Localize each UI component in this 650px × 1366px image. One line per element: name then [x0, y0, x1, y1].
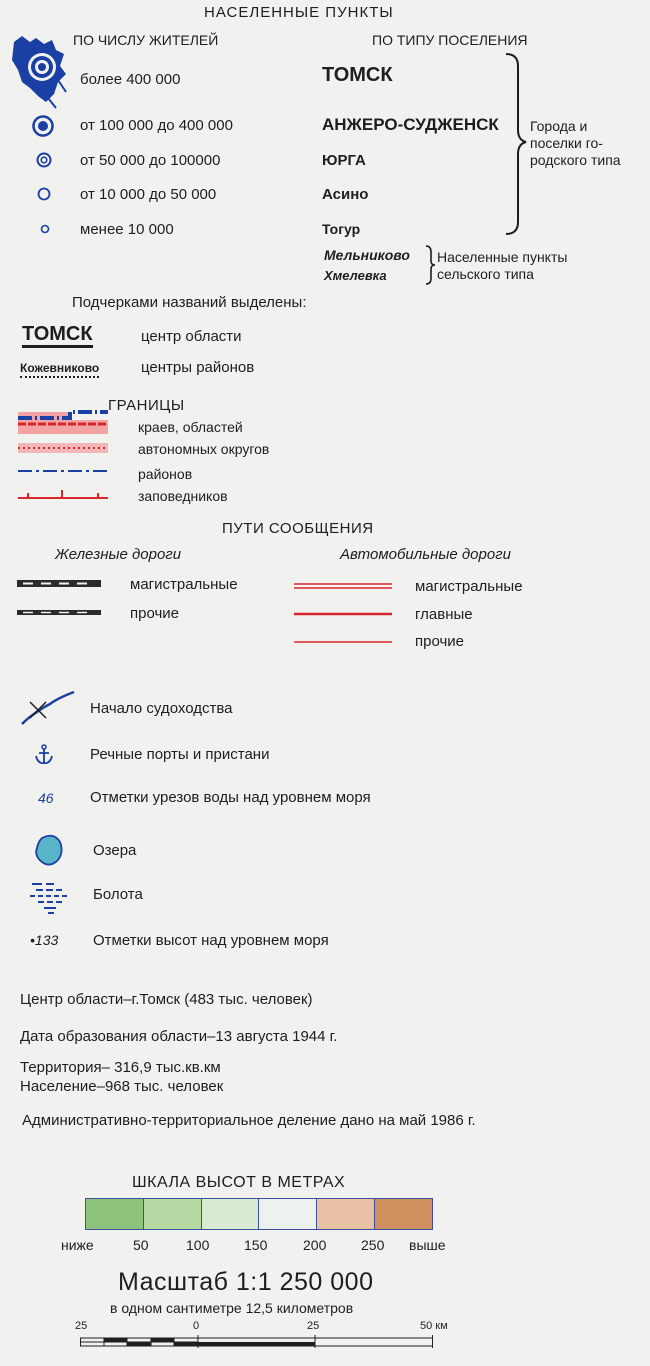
border-label-4: заповедников: [138, 488, 228, 504]
underline-example-raion: Кожевниково: [20, 361, 99, 378]
elevation-cell-4: [258, 1199, 316, 1229]
rail-label-1: магистральные: [130, 576, 238, 593]
population-label-2: от 100 000 до 400 000: [80, 117, 233, 134]
info-founded: Дата образования области–13 августа 1944 г.: [20, 1028, 338, 1045]
urban-brace: [500, 52, 530, 238]
border-reserve-symbol: [18, 488, 108, 500]
rural-brace: [422, 244, 436, 286]
auto-header: Автомобильные дороги: [340, 546, 511, 563]
map-scale-label-2: 0: [193, 1320, 200, 1332]
underlines-title: Подчерками названий выделены:: [72, 294, 307, 311]
rail-label-2: прочие: [130, 605, 180, 622]
rail-header: Железные дороги: [55, 546, 182, 563]
borders-title: ГРАНИЦЫ: [108, 397, 185, 414]
map-scale-title: Масштаб 1:1 250 000: [118, 1268, 374, 1296]
elevation-label-7: выше: [409, 1237, 446, 1253]
border-raion-symbol: [18, 468, 108, 474]
hydro-label-4: Озера: [93, 842, 137, 859]
map-scale-label-3: 25: [307, 1320, 320, 1332]
elevation-label-6: 250: [361, 1237, 385, 1253]
road-primary-symbol: [294, 612, 392, 616]
population-label-4: от 10 000 до 50 000: [80, 186, 217, 203]
elevation-cell-5: [316, 1199, 374, 1229]
elevation-mark-example: •133: [30, 932, 59, 948]
hydro-label-1: Начало судоходства: [90, 700, 233, 717]
elevation-cell-6: [374, 1199, 432, 1229]
underline-label-raion: центры районов: [141, 359, 255, 376]
roads-title: ПУТИ СООБЩЕНИЯ: [222, 520, 374, 537]
population-label-1: более 400 000: [80, 71, 181, 88]
lake-icon: [34, 834, 64, 868]
circle-icon: [37, 187, 51, 201]
elevation-scale-title: ШКАЛА ВЫСОТ В МЕТРАХ: [132, 1174, 346, 1191]
map-scale-subtitle: в одном сантиметре 12,5 километров: [110, 1300, 354, 1316]
hydro-label-6: Отметки высот над уровнем моря: [93, 932, 329, 949]
navigation-start-icon: [20, 690, 76, 726]
map-scale-bar: [80, 1334, 435, 1350]
elevation-label-2: 50: [133, 1237, 149, 1253]
by-population-header: ПО ЧИСЛУ ЖИТЕЛЕЙ: [73, 32, 219, 48]
elevation-label-3: 100: [186, 1237, 210, 1253]
circle-double-icon: [36, 152, 52, 168]
info-admin-note: Административно-территориальное деление дано на май 1986 г.: [22, 1112, 476, 1129]
rail-other-symbol: [17, 610, 101, 616]
population-label-5: менее 10 000: [80, 221, 174, 238]
info-territory: Территория– 316,9 тыс.кв.км: [20, 1059, 221, 1076]
underline-label-oblast: центр области: [141, 328, 242, 345]
border-label-3: районов: [138, 466, 193, 482]
border-okrug-symbol: [18, 442, 108, 454]
info-population: Население–968 тыс. человек: [20, 1078, 224, 1095]
circle-bullseye-icon: [32, 115, 54, 137]
elevation-cell-2: [143, 1199, 201, 1229]
type-example-tomsk: ТОМСК: [322, 64, 393, 86]
underline-example-oblast: ТОМСК: [22, 323, 93, 348]
map-scale-label-1: 25: [75, 1320, 88, 1332]
elevation-label-1: ниже: [61, 1237, 94, 1253]
elevation-label-5: 200: [303, 1237, 327, 1253]
anchor-icon: [34, 744, 54, 766]
by-type-header: ПО ТИПУ ПОСЕЛЕНИЯ: [372, 32, 528, 48]
border-label-2: автономных округов: [138, 441, 270, 457]
type-example-yurga: ЮРГА: [322, 152, 366, 169]
type-example-anzhero: АНЖЕРО-СУДЖЕНСК: [322, 115, 499, 134]
hydro-label-5: Болота: [93, 886, 143, 903]
info-center: Центр области–г.Томск (483 тыс. человек): [20, 991, 313, 1008]
type-example-asino: Асино: [322, 186, 369, 203]
auto-label-2: главные: [415, 606, 473, 623]
auto-label-1: магистральные: [415, 578, 523, 595]
type-example-togur: Тогур: [322, 221, 361, 237]
rural-type-label: Населенные пункты сельского типа: [437, 249, 568, 282]
road-main-symbol: [294, 582, 392, 590]
auto-label-3: прочие: [415, 633, 465, 650]
rail-main-symbol: [17, 580, 101, 588]
water-level-example: 46: [38, 790, 54, 806]
settlements-title: НАСЕЛЕННЫЕ ПУНКТЫ: [204, 4, 394, 21]
swamp-icon: [28, 880, 74, 916]
border-label-1: краев, областей: [138, 419, 243, 435]
elevation-cell-1: [86, 1199, 143, 1229]
rural-example-2: Хмелевка: [324, 268, 387, 283]
circle-small-icon: [40, 224, 50, 234]
road-other-symbol: [294, 640, 392, 644]
city-large-icon: [8, 32, 74, 108]
map-scale-label-4: 50 км: [420, 1320, 448, 1332]
hydro-label-2: Речные порты и пристани: [90, 746, 270, 763]
rural-example-1: Мельниково: [324, 247, 410, 263]
elevation-scale-bar: [85, 1198, 433, 1230]
urban-type-label: Города и поселки го- родского типа: [530, 118, 621, 168]
population-label-3: от 50 000 до 100000: [80, 152, 221, 169]
border-oblast-symbol: [18, 408, 108, 438]
elevation-label-4: 150: [244, 1237, 268, 1253]
hydro-label-3: Отметки урезов воды над уровнем моря: [90, 789, 371, 806]
elevation-cell-3: [201, 1199, 259, 1229]
